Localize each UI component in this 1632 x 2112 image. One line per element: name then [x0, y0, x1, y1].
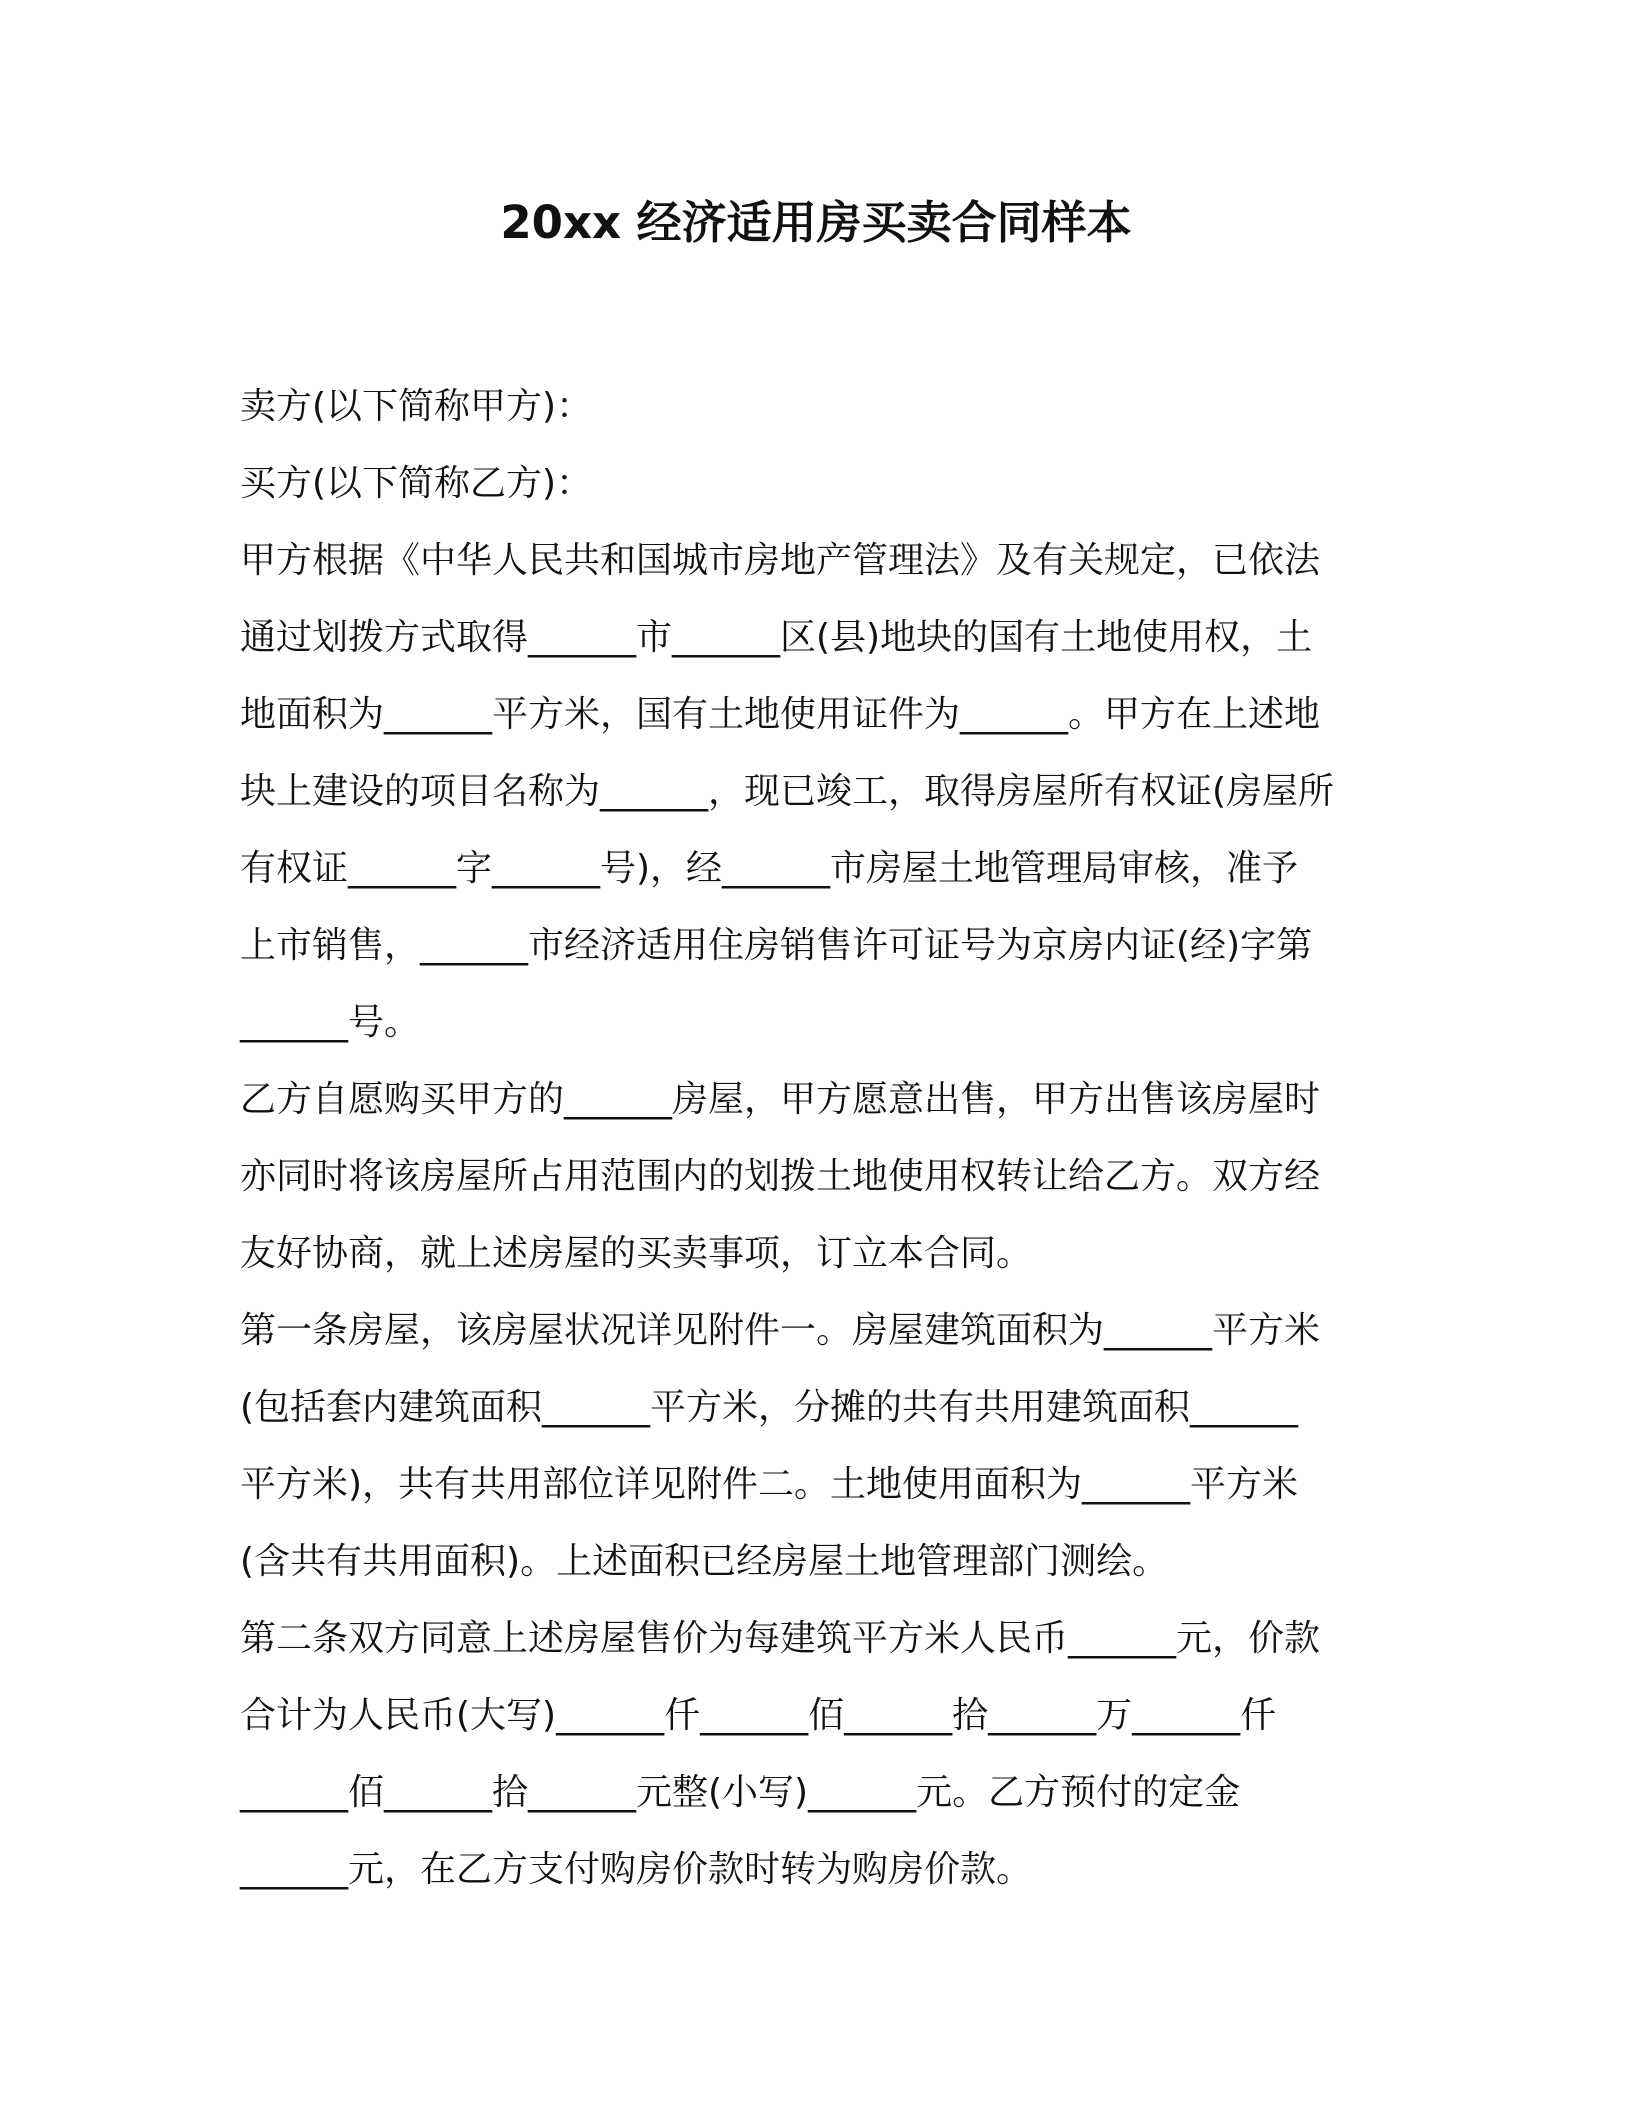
paragraph-line: 通过划拨方式取得______市______区(县)地块的国有土地使用权，土 [240, 617, 1313, 658]
paragraph-line: 亦同时将该房屋所占用范围内的划拨土地使用权转让给乙方。双方经 [240, 1156, 1321, 1197]
article-one-line: (包括套内建筑面积______平方米，分摊的共有共用建筑面积______ [240, 1387, 1299, 1428]
seller-line: 卖方(以下简称甲方)： [240, 386, 593, 427]
article-two-line: ______佰______拾______元整(小写)______元。乙方预付的定金 [240, 1772, 1241, 1813]
article-one-line: (含共有共用面积)。上述面积已经房屋土地管理部门测绘。 [240, 1541, 1169, 1582]
paragraph-line: 上市销售，______市经济适用住房销售许可证号为京房内证(经)字第 [240, 925, 1313, 966]
buyer-line: 买方(以下简称乙方)： [240, 463, 593, 504]
paragraph-line: 甲方根据《中华人民共和国城市房地产管理法》及有关规定，已依法 [240, 540, 1321, 581]
paragraph-line: 友好协商，就上述房屋的买卖事项，订立本合同。 [240, 1233, 1033, 1274]
article-one-line: 平方米)，共有共用部位详见附件二。土地使用面积为______平方米 [240, 1464, 1299, 1505]
paragraph-line: ______号。 [240, 1002, 421, 1043]
document-title: 20xx 经济适用房买卖合同样本 [500, 196, 1132, 249]
paragraph-line: 有权证______字______号)，经______市房屋土地管理局审核，准予 [240, 848, 1299, 889]
article-two-line: 合计为人民币(大写)______仟______佰______拾______万______仟 [240, 1695, 1277, 1736]
article-two-line: 第二条双方同意上述房屋售价为每建筑平方米人民币______元，价款 [240, 1618, 1321, 1659]
paragraph-line: 地面积为______平方米，国有土地使用证件为______。甲方在上述地 [240, 694, 1321, 735]
paragraph-line: 乙方自愿购买甲方的______房屋，甲方愿意出售，甲方出售该房屋时 [240, 1079, 1321, 1120]
article-two-line: ______元，在乙方支付购房价款时转为购房价款。 [240, 1849, 1033, 1890]
document-body [240, 368, 1390, 1908]
paragraph-line: 块上建设的项目名称为______，现已竣工，取得房屋所有权证(房屋所 [240, 771, 1335, 812]
article-one-line: 第一条房屋，该房屋状况详见附件一。房屋建筑面积为______平方米 [240, 1310, 1321, 1351]
